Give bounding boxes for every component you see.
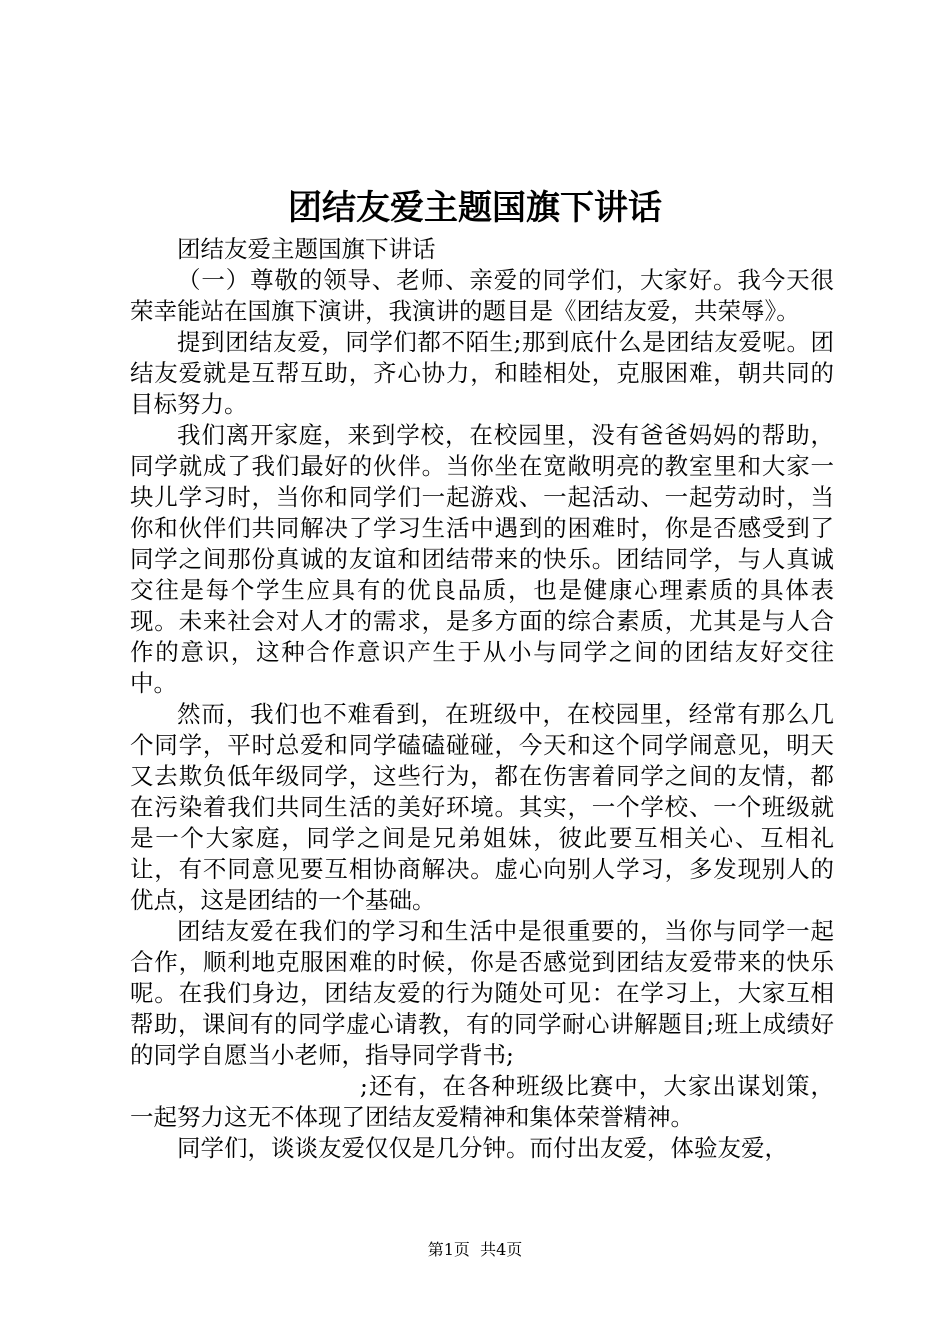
paragraph-closing: 同学们，谈谈友爱仅仅是几分钟。而付出友爱，体验友爱， [177, 1134, 788, 1162]
paragraph-importance: 团结友爱在我们的学习和生活中是很重要的，当你与同学一起合作，顺利地克服困难的时候，你是否感觉到团结友爱带来的快乐呢。在我们身边，团结友爱的行为随处可见：在学习上，大家互相帮助，课间有的同学虚心请教，有的同学耐心讲解题目;班上成绩好的同学自愿当小老师，指导同学背书; [130, 917, 834, 1069]
page-footer [0, 1238, 950, 1262]
page-number: 第1页 共4页 [427, 1240, 523, 1259]
paragraph-continuation [130, 1071, 834, 1133]
continuation-text: ;还有，在各种班级比赛中，大家出谋划策，一起努力这无不体现了团结友爱精神和集体荣誉精神。 [130, 1072, 834, 1131]
document-title: 团结友爱主题国旗下讲话 [288, 188, 662, 228]
document-body [130, 234, 834, 1164]
paragraph-definition: 提到团结友爱，同学们都不陌生;那到底什么是团结友爱呢。团结友爱就是互帮互助，齐心协力，和睦相处，克服困难，朝共同的目标努力。 [130, 328, 834, 418]
paragraph-problems: 然而，我们也不难看到，在班级中，在校园里，经常有那么几个同学，平时总爱和同学磕磕碰碰，今天和这个同学闹意见，明天又去欺负低年级同学，这些行为，都在伤害着同学之间的友情，都在污染着我们共同生活的美好环境。其实，一个学校、一个班级就是一个大家庭，同学之间是兄弟姐妹，彼此要互相关心、互相礼让，有不同意见要互相协商解决。虚心向别人学习，多发现别人的优点，这是团结的一个基础。 [130, 700, 834, 914]
paragraph-greeting: （一）尊敬的领导、老师、亲爱的同学们，大家好。我今天很荣幸能站在国旗下演讲，我演讲的题目是《团结友爱，共荣辱》。 [130, 266, 834, 325]
paragraph-school-life: 我们离开家庭，来到学校，在校园里，没有爸爸妈妈的帮助，同学就成了我们最好的伙伴。当你坐在宽敞明亮的教室里和大家一块儿学习时，当你和同学们一起游戏、一起活动、一起劳动时，当你和伙伴们共同解决了学习生活中遇到的困难时，你是否感受到了同学之间那份真诚的友谊和团结带来的快乐。团结同学，与人真诚交往是每个学生应具有的优良品质，也是健康心理素质的具体表现。未来社会对人才的需求，是多方面的综合素质，尤其是与人合作的意识，这种合作意识产生于从小与同学之间的团结友好交往中。 [130, 421, 834, 697]
paragraph-subtitle: 团结友爱主题国旗下讲话 [177, 235, 436, 263]
